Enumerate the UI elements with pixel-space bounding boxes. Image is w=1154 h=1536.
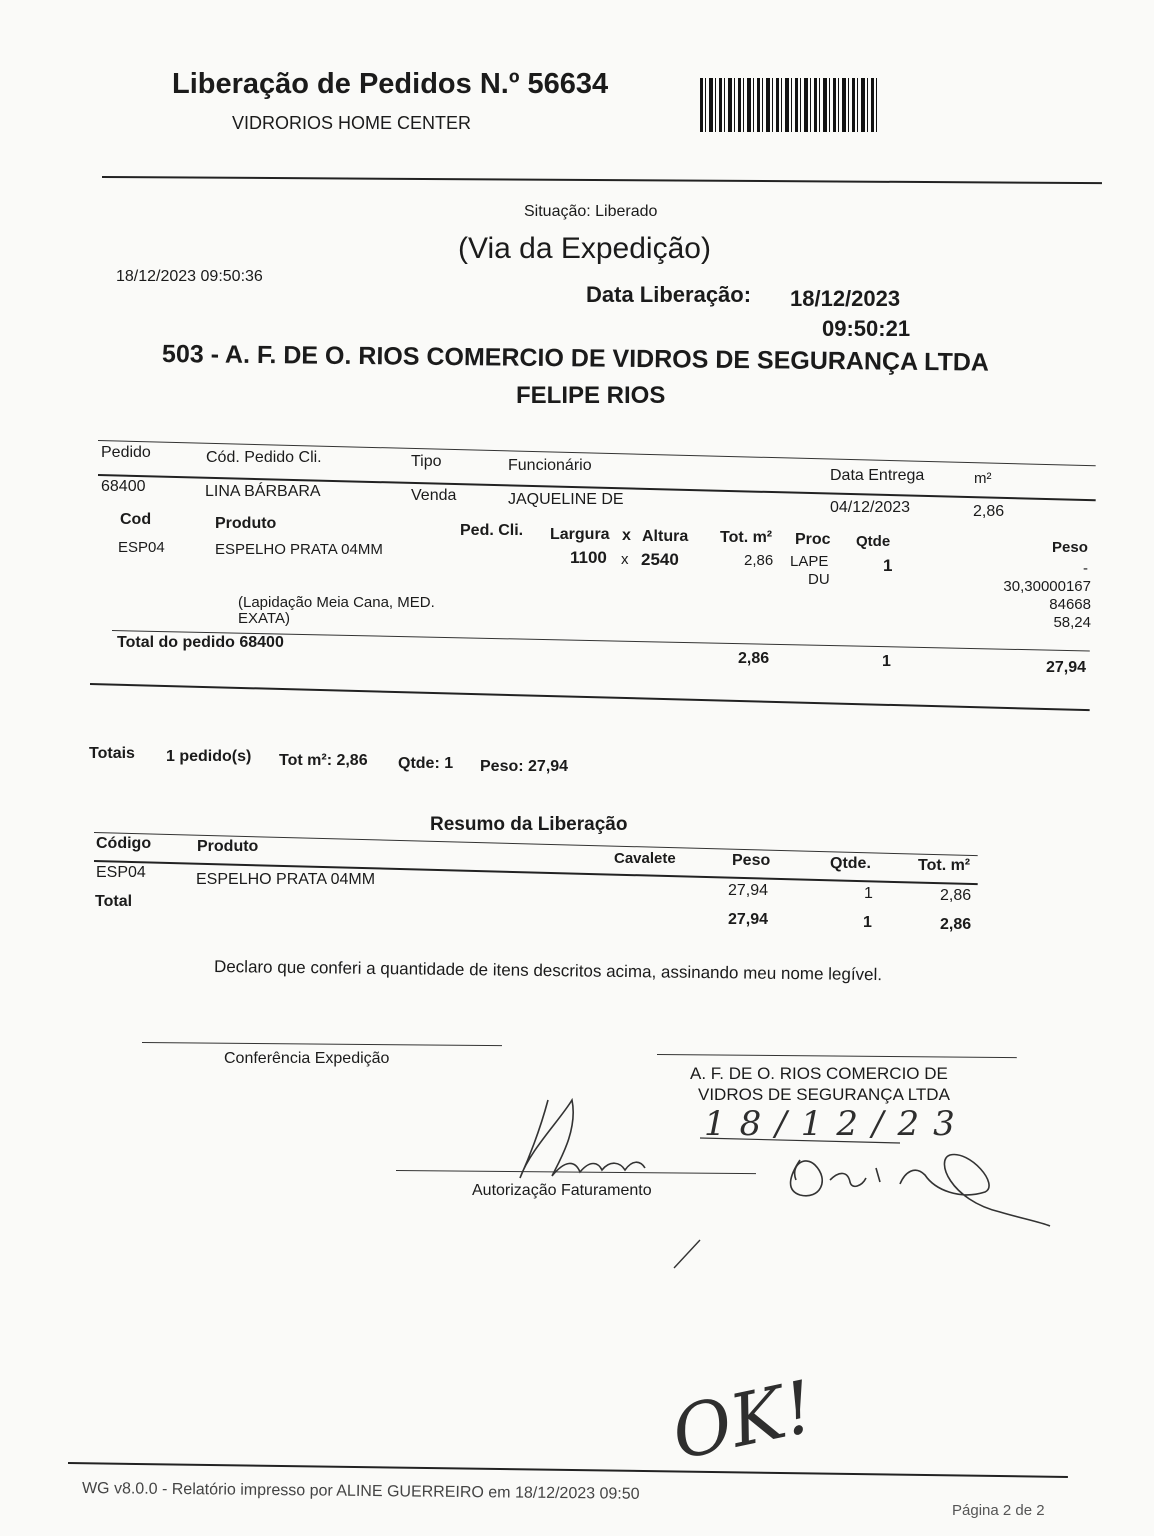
contact-name: FELIPE RIOS <box>516 382 666 409</box>
order-number: 68400 <box>101 478 146 495</box>
signature-line-conferencia <box>142 1042 502 1046</box>
item-obs-line1: (Lapidação Meia Cana, MED. <box>238 594 435 611</box>
item-col-proc: Proc <box>795 531 831 548</box>
item-x: x <box>621 551 629 568</box>
release-time: 09:50:21 <box>822 316 911 341</box>
col-funcionario: Funcionário <box>508 457 592 474</box>
item-col-qtde: Qtde <box>856 533 891 550</box>
col-data-entrega: Data Entrega <box>830 467 925 484</box>
status-text: Situação: Liberado <box>524 203 658 220</box>
barcode <box>700 78 878 132</box>
summary-col-qtde: Qtde. <box>830 855 871 872</box>
copy-label: (Via da Expedição) <box>458 232 711 265</box>
item-cod: ESP04 <box>118 539 165 556</box>
summary-total-label: Total <box>95 893 133 910</box>
item-col-x: x <box>622 527 631 544</box>
summary-row-tot-m2: 2,86 <box>940 887 972 904</box>
summary-row-codigo: ESP04 <box>96 864 146 881</box>
summary-row-qtde: 1 <box>864 885 873 902</box>
item-proc-line1: LAPE <box>790 553 829 570</box>
order-client-code: LINA BÁRBARA <box>205 483 321 500</box>
signature-company-line1: A. F. DE O. RIOS COMERCIO DE <box>690 1064 948 1083</box>
document-title: Liberação de Pedidos N.º 56634 <box>172 68 609 100</box>
footer-printed-by: WG v8.0.0 - Relatório impresso por ALINE GUERREIRO em 18/12/2023 09:50 <box>81 1480 640 1503</box>
pen-stroke <box>674 1240 700 1268</box>
release-date-label: Data Liberação: <box>586 282 752 307</box>
signature-label-autorizacao: Autorização Faturamento <box>472 1182 652 1199</box>
item-peso-dash: - <box>1083 560 1088 577</box>
col-m2: m² <box>974 470 992 487</box>
order-table-bottom <box>90 683 1090 711</box>
declaration-text: Declaro que conferi a quantidade de itens descritos acima, assinando meu nome legível. <box>213 957 883 985</box>
item-tot-m2: 2,86 <box>744 552 774 569</box>
summary-row-peso: 27,94 <box>728 882 769 899</box>
handwritten-date: 18/12/23 <box>704 1104 969 1144</box>
totals-label: Totais <box>89 745 135 762</box>
handwritten-ok: OK! <box>664 1364 821 1476</box>
col-pedido: Pedido <box>101 444 151 461</box>
order-employee: JAQUELINE DE <box>508 491 624 508</box>
item-col-altura: Altura <box>642 528 689 545</box>
col-tipo: Tipo <box>411 453 442 470</box>
item-largura: 1100 <box>570 548 607 567</box>
col-cod-pedido-cli: Cód. Pedido Cli. <box>206 449 322 466</box>
item-peso-line3: 58,24 <box>1053 614 1091 631</box>
summary-total-peso: 27,94 <box>728 911 769 928</box>
item-peso-line2: 84668 <box>1049 596 1091 613</box>
order-total-m2: 2,86 <box>738 650 770 667</box>
signature-scribble-company <box>791 1155 1050 1226</box>
item-obs-line2: EXATA) <box>238 610 290 627</box>
totals-qtde: Qtde: 1 <box>398 755 454 772</box>
summary-total-tot-m2: 2,86 <box>940 916 972 933</box>
header-divider <box>102 176 1102 184</box>
release-date: 18/12/2023 <box>790 286 901 311</box>
totals-m2: Tot m²: 2,86 <box>279 752 368 769</box>
item-col-produto: Produto <box>215 515 277 532</box>
footer-page-number: Página 2 de 2 <box>952 1502 1045 1519</box>
summary-row-produto: ESPELHO PRATA 04MM <box>196 871 376 888</box>
signature-line-autorizacao <box>396 1170 756 1174</box>
footer-divider <box>68 1462 1068 1478</box>
item-col-peso: Peso <box>1052 539 1088 556</box>
totals-peso: Peso: 27,94 <box>480 758 569 775</box>
order-m2: 2,86 <box>973 503 1005 520</box>
summary-total-qtde: 1 <box>863 914 872 931</box>
item-proc-line2: DU <box>808 571 830 588</box>
summary-col-cavalete: Cavalete <box>614 850 676 867</box>
summary-col-produto: Produto <box>197 838 259 855</box>
order-type: Venda <box>411 487 457 504</box>
item-col-ped-cli: Ped. Cli. <box>460 522 524 539</box>
item-col-tot-m2: Tot. m² <box>720 529 773 546</box>
order-delivery-date: 04/12/2023 <box>830 499 911 516</box>
summary-col-peso: Peso <box>732 852 771 869</box>
item-altura: 2540 <box>641 550 679 569</box>
order-total-qtde: 1 <box>882 653 891 670</box>
item-col-largura: Largura <box>550 526 610 543</box>
item-peso-line1: 30,30000167 <box>1003 578 1091 595</box>
summary-title: Resumo da Liberação <box>430 814 628 835</box>
item-col-cod: Cod <box>120 511 152 528</box>
signature-company-line2: VIDROS DE SEGURANÇA LTDA <box>698 1085 950 1104</box>
customer-name: 503 - A. F. DE O. RIOS COMERCIO DE VIDROS DE SEGURANÇA LTDA <box>161 340 990 377</box>
signature-label-conferencia: Conferência Expedição <box>224 1050 390 1067</box>
signature-line-company <box>657 1054 1017 1058</box>
summary-col-tot-m2: Tot. m² <box>918 857 971 874</box>
summary-col-codigo: Código <box>96 835 152 852</box>
order-total-peso: 27,94 <box>1046 659 1087 676</box>
company-name: VIDRORIOS HOME CENTER <box>232 113 472 133</box>
signature-scribble-autorizacao <box>520 1100 645 1178</box>
order-total-label: Total do pedido 68400 <box>117 634 284 651</box>
printed-timestamp: 18/12/2023 09:50:36 <box>116 268 263 285</box>
totals-pedidos: 1 pedido(s) <box>166 748 252 765</box>
item-produto: ESPELHO PRATA 04MM <box>215 541 383 558</box>
item-qtde: 1 <box>883 556 893 575</box>
